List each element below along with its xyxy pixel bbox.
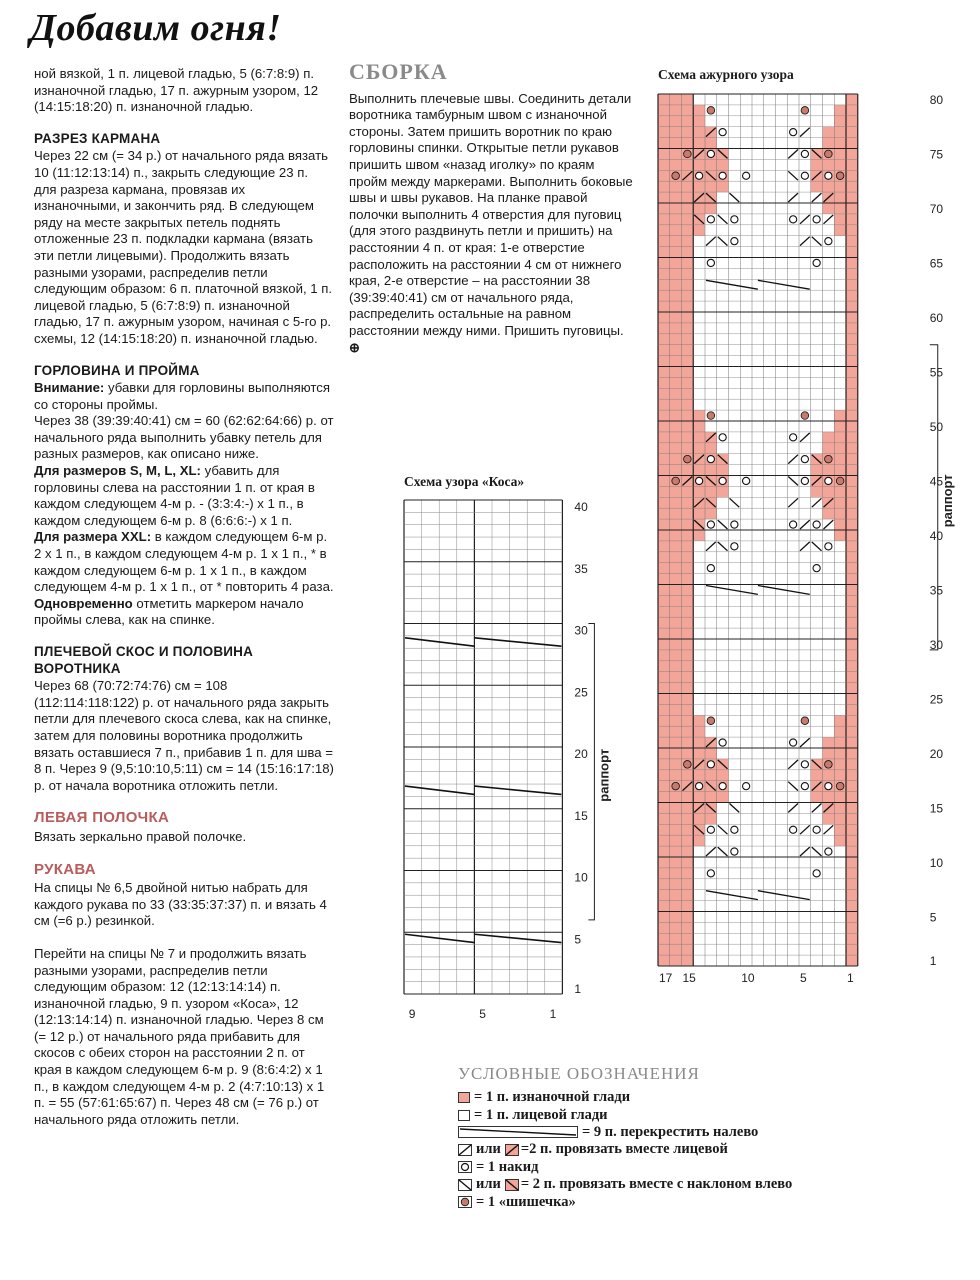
- lace-bobble: [825, 150, 833, 158]
- lace-purl-cell: [834, 105, 846, 116]
- k2tog-purl-icon: [505, 1144, 519, 1156]
- lace-yarn-over: [731, 521, 738, 528]
- lace-purl-cell: [834, 824, 846, 835]
- sizes-text: убавить для горловины слева на расстоянии 1 п. от края в каждом следующем 4-м р. - (3:3:4:-) х 1 п., в каждом следующем 6-м р. 8 (6:6:6:-) х 1 п.: [34, 463, 315, 528]
- kosa-chart: [390, 490, 630, 1030]
- kosa-col-label: 9: [408, 1007, 416, 1021]
- neck-text: Через 38 (39:39:40:41) см = 60 (62:62:64:66) р. от начального ряда выполнить убавку петель для разных размеров, как описано ниже.: [34, 413, 334, 462]
- purl-square-icon: [458, 1092, 470, 1103]
- lace-yarn-over: [825, 238, 832, 245]
- lace-row-label: 10: [929, 855, 944, 870]
- kosa-repeat-label: раппорт: [596, 748, 612, 802]
- assembly-heading: СБОРКА: [349, 59, 448, 84]
- lace-purl-cell: [693, 530, 705, 541]
- lace-yarn-over: [790, 521, 797, 528]
- lace-yarn-over: [813, 259, 820, 266]
- sizes-label: Для размеров S, M, L, XL:: [34, 463, 201, 479]
- lace-yarn-over: [825, 783, 832, 790]
- lace-col-label: 5: [800, 971, 807, 985]
- kosa-row-label: 15: [574, 808, 588, 823]
- lace-yarn-over: [719, 129, 726, 136]
- lace-purl-cell: [693, 715, 705, 726]
- neck-attention: [34, 380, 334, 413]
- lace-yarn-over: [801, 783, 808, 790]
- lace-bobble: [801, 107, 809, 115]
- kosa-row-label: 5: [574, 932, 582, 947]
- lace-purl-cell: [811, 770, 846, 781]
- lace-yarn-over: [743, 783, 750, 790]
- lace-yarn-over: [731, 848, 738, 855]
- lace-purl-cell: [693, 770, 728, 781]
- lace-yarn-over: [696, 172, 703, 179]
- lace-purl-cell: [693, 181, 728, 192]
- pocket-heading: РАЗРЕЗ КАРМАНА: [34, 130, 161, 146]
- lace-col-label: 15: [682, 971, 696, 985]
- lace-yarn-over: [707, 259, 714, 266]
- ssk-icon: [458, 1179, 472, 1191]
- lace-purl-cell: [834, 726, 846, 737]
- lace-row-label: 50: [929, 419, 944, 434]
- lace-row-label: 45: [929, 474, 944, 489]
- lace-chart-caption: Схема ажурного узора: [658, 67, 794, 82]
- lace-yarn-over: [813, 521, 820, 528]
- lace-purl-cell: [811, 181, 846, 192]
- shoulder-text: Через 68 (70:72:74:76) см = 108 (112:114:118:122) р. от начального ряда закрыть петли для плечевого скоса слева, как на спинке, затем для половины воротника продолжить вязать оставшиеся 7 п., прибавив 1 п. для шва = 8 п. Через 9 (9,5:10:10,5:11) см = 14 (15:16:17:18) р. от начала воротника отложить петли.: [34, 678, 334, 793]
- lace-yarn-over: [707, 150, 714, 157]
- attention-label: Внимание:: [34, 380, 105, 396]
- lace-yarn-over: [790, 216, 797, 223]
- lace-purl-cell: [834, 225, 846, 236]
- lace-row-label: 75: [929, 147, 944, 162]
- lace-row-label: 30: [929, 637, 944, 652]
- lace-bobble: [684, 761, 692, 769]
- lace-yarn-over: [825, 848, 832, 855]
- kosa-chart-caption: Схема узора «Коса»: [404, 474, 525, 489]
- lace-row-label: 55: [929, 365, 944, 380]
- lace-row-label: 20: [929, 746, 944, 761]
- lace-bobble: [825, 455, 833, 463]
- lace-row-label: 25: [929, 692, 944, 707]
- lace-yarn-over: [731, 216, 738, 223]
- lace-purl-cell: [693, 410, 705, 421]
- lace-bobble: [825, 761, 833, 769]
- lace-purl-cell: [811, 792, 846, 803]
- lace-purl-cell: [834, 214, 846, 225]
- kosa-row-label: 40: [574, 500, 588, 515]
- left-front-text: Вязать зеркально правой полочке.: [34, 828, 247, 844]
- lace-yarn-over: [801, 477, 808, 484]
- lace-yarn-over: [707, 761, 714, 768]
- lace-row-label: 70: [929, 201, 944, 216]
- assembly-section: [349, 59, 634, 356]
- kosa-row-label: 20: [574, 747, 588, 762]
- lace-purl-cell: [834, 421, 846, 432]
- left-front-heading: ЛЕВАЯ ПОЛОЧКА: [34, 809, 170, 827]
- lace-yarn-over: [731, 826, 738, 833]
- lace-purl-cell: [693, 421, 705, 432]
- lace-yarn-over: [813, 216, 820, 223]
- lace-bobble: [684, 150, 692, 158]
- kosa-row-label: 35: [574, 561, 588, 576]
- lace-yarn-over: [707, 870, 714, 877]
- sleeves-heading: РУКАВА: [34, 860, 96, 878]
- legend-item-knit: = 1 п. лицевой глади: [458, 1106, 878, 1123]
- lace-yarn-over: [801, 150, 808, 157]
- lace-bobble: [707, 717, 715, 725]
- lace-purl-cell: [834, 715, 846, 726]
- legend-title: УСЛОВНЫЕ ОБОЗНАЧЕНИЯ: [458, 1064, 700, 1083]
- lace-yarn-over: [790, 826, 797, 833]
- xxl-label: Для размера XXL:: [34, 529, 152, 545]
- lace-purl-cell: [693, 116, 705, 127]
- lace-purl-cell: [811, 159, 846, 170]
- lace-repeat-label: раппорт: [939, 474, 955, 528]
- lace-bobble: [801, 412, 809, 420]
- cable-cross-icon: [458, 1126, 578, 1138]
- lace-yarn-over: [707, 565, 714, 572]
- kosa-row-label: 30: [574, 623, 588, 638]
- lace-bobble: [684, 455, 692, 463]
- lace-yarn-over: [790, 434, 797, 441]
- lace-bobble: [707, 412, 715, 420]
- intro-text: ной вязкой, 1 п. лицевой гладью, 5 (6:7:8:9) п. изнаночной гладью, 17 п. ажурным узором, 12 (14:15:18:20) п. изнаночной гладью.: [34, 66, 319, 115]
- sleeves-text-1: На спицы № 6,5 двойной нитью набрать для каждого рукава по 33 (33:35:37:37) п. и вязать 4 см (=6 р.) резинкой.: [34, 880, 327, 929]
- lace-purl-cell: [811, 465, 846, 476]
- lace-yarn-over: [707, 826, 714, 833]
- kosa-row-label: 10: [574, 870, 588, 885]
- lace-purl-cell: [693, 465, 728, 476]
- assembly-text: [349, 91, 634, 357]
- lace-yarn-over: [790, 739, 797, 746]
- lace-yarn-over: [813, 870, 820, 877]
- lace-yarn-over: [813, 826, 820, 833]
- lace-yarn-over: [743, 477, 750, 484]
- xxl-text: в каждом следующем 6-м р. 2 х 1 п., в каждом следующем 4-м р. 1 х 1 п., * в каждом следующем 6-м р. 1 х 1 п., в каждом следующем 4-м р. 1 х 1 п., от * повторить 4 раза.: [34, 529, 334, 595]
- lace-bobble: [672, 172, 680, 180]
- lace-yarn-over: [825, 543, 832, 550]
- lace-purl-cell: [834, 410, 846, 421]
- lace-yarn-over: [813, 565, 820, 572]
- lace-yarn-over: [801, 761, 808, 768]
- lace-row-label: 80: [929, 92, 944, 107]
- lace-purl-cell: [693, 486, 728, 497]
- lace-yarn-over: [825, 172, 832, 179]
- assembly-body: Выполнить плечевые швы. Соединить детали воротника тамбурным швом с изнаночной стороны. Затем пришить воротник по краю горловины спинки. Открытые петли рукавов пришить швом «назад иголку» по краям пройм между маркерами. Выполнить боковые швы и швы рукавов. На планке правой полочки выполнить 4 отверстия для пуговиц (для этого раздвинуть петли и пришить) на расстоянии 4 п. от края: 1-е отверстие расположить на расстоянии 4 см от нижнего края, 2-е отверстие – на расстоянии 38 (39:39:40:41) см от начального ряда, распределить остальные на равном расстоянии между ними. Пришить пуговицы.: [349, 90, 633, 338]
- lace-repeat-bracket: [930, 345, 938, 650]
- attention-text: убавки для горловины выполняются со стороны проймы.: [34, 380, 331, 412]
- lace-purl-cell: [693, 105, 705, 116]
- lace-row-label: 60: [929, 310, 944, 325]
- lace-yarn-over: [790, 129, 797, 136]
- lace-row-label: 5: [929, 910, 937, 925]
- lace-yarn-over: [801, 456, 808, 463]
- lace-purl-cell: [693, 792, 728, 803]
- bobble-icon: [458, 1196, 472, 1208]
- ssk-purl-icon: [505, 1179, 519, 1191]
- neck-simul: [34, 596, 334, 629]
- lace-purl-cell: [811, 486, 846, 497]
- lace-row-label: 15: [929, 801, 944, 816]
- lace-row-label: 40: [929, 528, 944, 543]
- lace-col-label: 17: [659, 971, 673, 985]
- lace-yarn-over: [719, 434, 726, 441]
- lace-purl-cell: [693, 726, 705, 737]
- legend-item-cable: = 9 п. перекрестить налево: [458, 1124, 878, 1141]
- legend-item-k2tog: или =2 п. провязать вместе лицевой: [458, 1141, 878, 1158]
- lace-yarn-over: [719, 739, 726, 746]
- lace-purl-cell: [693, 835, 705, 846]
- lace-bobble: [707, 107, 715, 115]
- button-mark-icon: ⊕: [349, 339, 361, 355]
- lace-row-label: 35: [929, 583, 944, 598]
- lace-purl-cell: [693, 159, 728, 170]
- lace-col-label: 10: [741, 971, 755, 985]
- lace-chart: [650, 86, 980, 996]
- lace-yarn-over: [825, 477, 832, 484]
- pocket-text: Через 22 см (= 34 р.) от начального ряда вязать 10 (11:12:13:14) п., закрыть следующие 23 п. для разреза кармана, провязав их изнаночными, и закончить ряд. В следующем ряду на месте закрытых петель поднять отложенные 23 п. подкладки кармана (вязать эти петли лицевыми). Продолжить вязать разными узорами, распределив петли следующим образом: 6 п. платочной вязкой, 1 п. лицевой гладью, 5 (6:7:8:9) п. изнаночной гладью, 17 п. ажурным узором, начиная с 5-го р. схемы, 12 (14:15:18:20) п. изнаночной гладью.: [34, 148, 333, 346]
- shoulder-heading: ПЛЕЧЕВОЙ СКОС И ПОЛОВИНА ВОРОТНИКА: [34, 644, 254, 676]
- legend-item-ssk: или = 2 п. провязать вместе с наклоном влево: [458, 1176, 878, 1193]
- lace-bobble: [672, 782, 680, 790]
- neck-sizes: [34, 463, 334, 529]
- page-title: Добавим огня!: [30, 7, 282, 49]
- legend-item-bobble: = 1 «шишечка»: [458, 1193, 878, 1210]
- lace-yarn-over: [696, 783, 703, 790]
- yarn-over-icon: [458, 1161, 472, 1173]
- sleeves-text-2: Перейти на спицы № 7 и продолжить вязать разными узорами, распределив петли следующим образом: 12 (12:13:14:14) п. изнаночной гладью, 9 п. узором «Коса», 12 (12:13:14:14) п. изнаночной гладью. Через 8 см (= 12 р.) от начального ряда прибавить для скосов с обеих сторон на расстоянии 2 п. от края в каждом следующем 6-м р. 9 (8:6:4:2) х 1 п., в каждом следующем 4-м р. 2 (4:7:10:13) х 1 п. = 55 (57:61:65:67) п. Через 48 см (= 76 р.) от начального ряда отложить петли.: [34, 945, 325, 1127]
- lace-yarn-over: [719, 172, 726, 179]
- lace-bobble: [836, 477, 844, 485]
- lace-yarn-over: [801, 172, 808, 179]
- k2tog-icon: [458, 1144, 472, 1156]
- simul-text: отметить маркером начало проймы слева, как на спинке.: [34, 595, 304, 628]
- lace-row-label: 1: [929, 953, 937, 968]
- lace-bobble: [801, 717, 809, 725]
- neck-xxl: [34, 529, 334, 595]
- lace-col-label: 1: [847, 971, 854, 985]
- legend-item-yo: = 1 накид: [458, 1159, 878, 1176]
- kosa-repeat-bracket: [588, 624, 594, 920]
- lace-purl-cell: [834, 835, 846, 846]
- kosa-row-label: 1: [574, 981, 582, 996]
- lace-yarn-over: [731, 238, 738, 245]
- lace-yarn-over: [707, 521, 714, 528]
- lace-yarn-over: [707, 456, 714, 463]
- lace-purl-cell: [834, 519, 846, 530]
- lace-yarn-over: [719, 477, 726, 484]
- lace-bobble: [836, 782, 844, 790]
- knit-square-icon: [458, 1110, 470, 1121]
- lace-yarn-over: [707, 216, 714, 223]
- lace-yarn-over: [743, 172, 750, 179]
- kosa-col-label: 1: [549, 1007, 557, 1021]
- lace-yarn-over: [719, 783, 726, 790]
- lace-yarn-over: [696, 477, 703, 484]
- lace-bobble: [836, 172, 844, 180]
- lace-purl-cell: [834, 116, 846, 127]
- simul-label: Одновременно: [34, 595, 133, 611]
- legend-item-purl: = 1 п. изнаночной глади: [458, 1089, 878, 1106]
- kosa-col-label: 5: [479, 1007, 486, 1021]
- legend: [458, 1064, 878, 1211]
- instructions-column: [34, 66, 334, 1128]
- lace-bobble: [672, 477, 680, 485]
- neck-heading: ГОРЛОВИНА И ПРОЙМА: [34, 362, 200, 378]
- lace-row-label: 65: [929, 256, 944, 271]
- lace-purl-cell: [693, 225, 705, 236]
- lace-yarn-over: [731, 543, 738, 550]
- kosa-row-label: 25: [574, 685, 588, 700]
- lace-purl-cell: [834, 530, 846, 541]
